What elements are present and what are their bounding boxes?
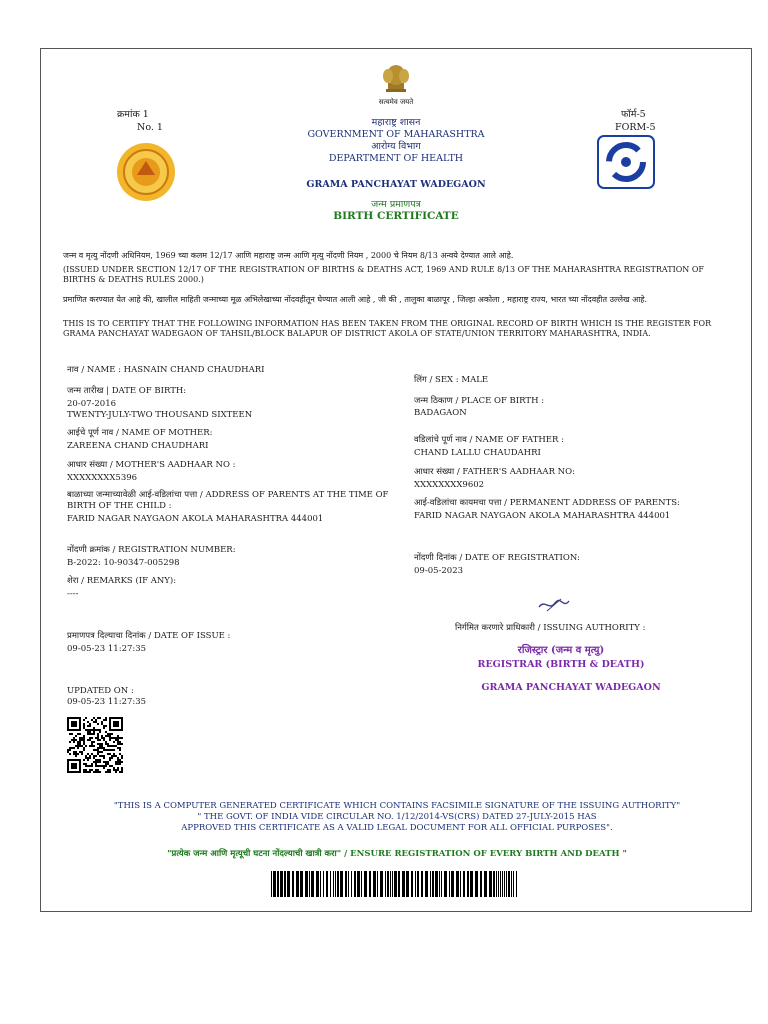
name-field: नाव / NAME : HASNAIN CHAND CHAUDHARI — [67, 365, 265, 375]
certify-en: THIS IS TO CERTIFY THAT THE FOLLOWING INFORMATION HAS BEEN TAKEN FROM THE ORIGINAL RECORD OF BIRTH WHICH IS THE REGISTER FOR GRAMA PANCHAYAT WADEGAON OF TAHSIL/BLOCK BALAPUR OF DISTRICT AKOLA OF STATE/UNION TERRITORY MAHARASHTRA, INDIA. — [63, 319, 712, 338]
serial-mr: क्रमांक 1 — [117, 109, 149, 120]
cert-title-mr: जन्म प्रमाणपत्र — [371, 199, 421, 210]
regno-label: नोंदणी क्रमांक / REGISTRATION NUMBER: — [67, 545, 236, 555]
mother-aadhaar-value: XXXXXXXX5396 — [67, 473, 138, 483]
cert-title-en: BIRTH CERTIFICATE — [333, 210, 459, 222]
mother-aadhaar-label: आधार संख्या / MOTHER'S AADHAAR NO : — [67, 460, 236, 470]
mother-value: ZAREENA CHAND CHAUDHARI — [67, 441, 209, 451]
regno-value: B-2022: 10-90347-005298 — [67, 558, 180, 568]
dept-mr: आरोग्य विभाग — [371, 141, 421, 152]
certify-mr: प्रमाणित करण्यात येत आहे की, खालील माहिती जन्माच्या मूळ अभिलेखाच्या नोंदवहीतून घेण्यात आली आहे , जी की , तालुका बाळापूर , जिल्हा अकोला , महाराष्ट्र राज्य, भारत च्या नोंदवहीत उल्लेख आहे. — [63, 295, 648, 304]
issuing-authority-label: निर्गमित करणारे प्राधिकारी / ISSUING AUTHORITY : — [455, 623, 646, 633]
father-value: CHAND LALLU CHAUDAHRI — [414, 448, 541, 458]
regdate-value: 09-05-2023 — [414, 566, 464, 576]
maharashtra-seal-icon — [115, 141, 177, 203]
signature-icon — [537, 595, 571, 615]
mother-label: आईचे पूर्ण नाव / NAME OF MOTHER: — [67, 428, 213, 438]
govt-en: GOVERNMENT OF MAHARASHTRA — [307, 129, 485, 140]
father-aadhaar-value: XXXXXXXX9602 — [414, 480, 485, 490]
addr-birth-label: बाळाच्या जन्माच्यावेळी आई-वडिलांचा पत्ता / ADDRESS OF PARENTS AT THE TIME OF BIRTH OF THE CHILD : — [67, 490, 389, 511]
national-emblem-icon — [374, 61, 418, 97]
footer-line-1: "THIS IS A COMPUTER GENERATED CERTIFICATE WHICH CONTAINS FACSIMILE SIGNATURE OF THE ISSUING AUTHORITY" — [113, 801, 681, 811]
addr-birth-value: FARID NAGAR NAYGAON AKOLA MAHARASHTRA 444001 — [67, 514, 324, 524]
updated-value: 09-05-23 11:27:35 — [67, 697, 147, 707]
emblem-caption: सत्यमेव जयते — [378, 98, 414, 106]
registrar-mr: रजिस्ट्रार (जन्म व मृत्यु) — [517, 645, 605, 656]
footer-slogan: "प्रत्येक जन्म आणि मृत्यूची घटना नोंदल्याची खात्री करा" / ENSURE REGISTRATION OF EVERY BIRTH AND DEATH " — [167, 849, 627, 859]
registrar-office: GRAMA PANCHAYAT WADEGAON — [481, 682, 661, 693]
regdate-label: नोंदणी दिनांक / DATE OF REGISTRATION: — [414, 553, 580, 563]
updated-label: UPDATED ON : — [67, 686, 134, 696]
pob-label: जन्म ठिकाण / PLACE OF BIRTH : — [414, 396, 545, 406]
issue-date-value: 09-05-23 11:27:35 — [67, 644, 147, 654]
father-aadhaar-label: आधार संख्या / FATHER'S AADHAAR NO: — [414, 467, 575, 477]
issued-under-mr: जन्म व मृत्यु नोंदणी अधिनियम, 1969 च्या कलम 12/17 आणि महाराष्ट्र जन्म आणि मृत्यु नोंदणी नियम , 2000 चे नियम 8/13 अन्वये देण्यात आले आहे. — [63, 251, 514, 260]
form-en: FORM-5 — [615, 122, 656, 133]
dept-en: DEPARTMENT OF HEALTH — [328, 153, 464, 164]
registrar-en: REGISTRAR (BIRTH & DEATH) — [477, 659, 645, 670]
govt-mr: महाराष्ट्र शासन — [371, 117, 421, 128]
footer-line-3: APPROVED THIS CERTIFICATE AS A VALID LEGAL DOCUMENT FOR ALL OFFICIAL PURPOSES". — [181, 823, 613, 833]
qr-code-icon — [67, 717, 123, 773]
health-dept-logo-icon — [597, 135, 655, 189]
dob-label: जन्म तारीख | DATE OF BIRTH: — [67, 386, 187, 396]
footer-line-2: " THE GOVT. OF INDIA VIDE CIRCULAR NO. 1/12/2014-VS(CRS) DATED 27-JULY-2015 HAS — [197, 812, 597, 822]
issued-under-en: (ISSUED UNDER SECTION 12/17 OF THE REGISTRATION OF BIRTHS & DEATHS ACT, 1969 AND RULE 8/13 OF THE MAHARASHTRA REGISTRATION OF BIRTHS & DEATHS RULES 2000.) — [63, 265, 704, 284]
serial-en: No. 1 — [137, 122, 163, 133]
sex-field: लिंग / SEX : MALE — [414, 375, 489, 385]
addr-perm-value: FARID NAGAR NAYGAON AKOLA MAHARASHTRA 444001 — [414, 511, 671, 521]
father-label: वडिलांचे पूर्ण नाव / NAME OF FATHER : — [414, 435, 564, 445]
office-name: GRAMA PANCHAYAT WADEGAON — [306, 179, 486, 190]
pob-value: BADAGAON — [414, 408, 467, 418]
form-mr: फॉर्म-5 — [621, 109, 646, 120]
addr-perm-label: आई-वडिलांचा कायमचा पत्ता / PERMANENT ADDRESS OF PARENTS: — [414, 498, 680, 508]
issue-date-label: प्रमाणपत्र दिल्याचा दिनांक / DATE OF ISSUE : — [67, 631, 231, 641]
remarks-label: शेरा / REMARKS (IF ANY): — [67, 576, 177, 586]
dob-value: 20-07-2016 — [67, 399, 117, 409]
remarks-value: ---- — [67, 589, 79, 599]
dob-words: TWENTY-JULY-TWO THOUSAND SIXTEEN — [67, 410, 253, 420]
barcode-icon — [271, 871, 521, 897]
certificate — [40, 48, 752, 912]
